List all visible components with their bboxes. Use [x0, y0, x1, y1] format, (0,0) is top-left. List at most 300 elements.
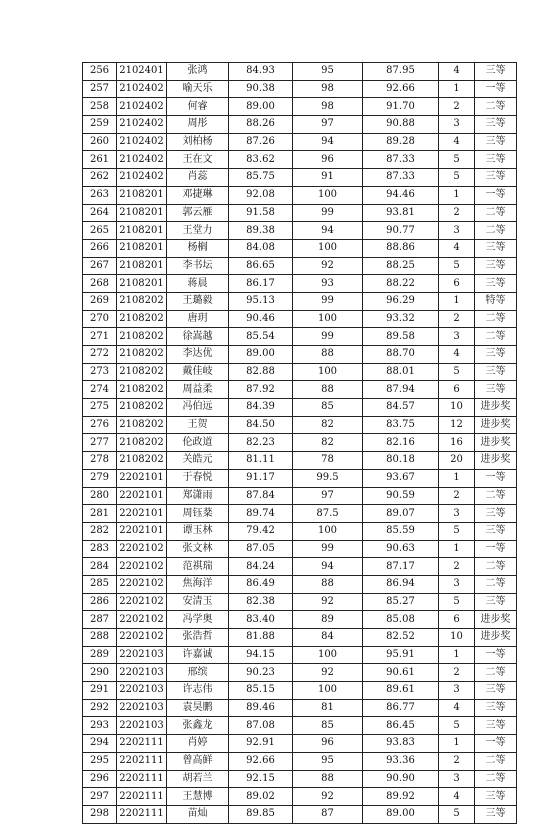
row-number-cell: 260 [83, 133, 117, 151]
student-name-cell: 何睿 [167, 98, 229, 116]
rank-cell: 3 [439, 770, 475, 788]
score-b-cell: 98 [293, 98, 363, 116]
score-b-cell: 100 [293, 682, 363, 700]
score-a-cell: 92.15 [229, 770, 293, 788]
rank-cell: 4 [439, 133, 475, 151]
award-cell: 三等 [475, 522, 517, 540]
class-code-cell: 2108201 [117, 222, 167, 240]
award-cell: 一等 [475, 646, 517, 664]
table-row [83, 717, 517, 735]
table-row [83, 169, 517, 187]
table-row [83, 63, 517, 81]
score-a-cell: 87.26 [229, 133, 293, 151]
row-number-cell: 295 [83, 752, 117, 770]
table-row [83, 275, 517, 293]
award-cell: 三等 [475, 239, 517, 257]
score-a-cell: 92.91 [229, 735, 293, 753]
student-name-cell: 周钰棻 [167, 505, 229, 523]
score-a-cell: 81.11 [229, 452, 293, 470]
award-cell: 三等 [475, 717, 517, 735]
class-code-cell: 2202102 [117, 611, 167, 629]
row-number-cell: 257 [83, 80, 117, 98]
score-b-cell: 87 [293, 805, 363, 823]
row-number-cell: 264 [83, 204, 117, 222]
row-number-cell: 293 [83, 717, 117, 735]
rank-cell: 10 [439, 399, 475, 417]
student-name-cell: 喻天乐 [167, 80, 229, 98]
award-cell: 进步奖 [475, 452, 517, 470]
rank-cell: 5 [439, 151, 475, 169]
student-name-cell: 肖婷 [167, 735, 229, 753]
row-number-cell: 277 [83, 434, 117, 452]
student-name-cell: 王堂力 [167, 222, 229, 240]
rank-cell: 5 [439, 257, 475, 275]
score-b-cell: 78 [293, 452, 363, 470]
table-row [83, 682, 517, 700]
table-row [83, 98, 517, 116]
row-number-cell: 271 [83, 328, 117, 346]
score-a-cell: 95.13 [229, 292, 293, 310]
table-row [83, 770, 517, 788]
total-score-cell: 84.57 [363, 399, 439, 417]
student-name-cell: 王璐毅 [167, 292, 229, 310]
row-number-cell: 288 [83, 629, 117, 647]
total-score-cell: 86.94 [363, 575, 439, 593]
score-b-cell: 84 [293, 629, 363, 647]
student-name-cell: 邓捷琳 [167, 186, 229, 204]
student-name-cell: 杨榈 [167, 239, 229, 257]
award-cell: 三等 [475, 151, 517, 169]
table-row [83, 593, 517, 611]
row-number-cell: 270 [83, 310, 117, 328]
rank-cell: 2 [439, 558, 475, 576]
score-b-cell: 89 [293, 611, 363, 629]
class-code-cell: 2108202 [117, 292, 167, 310]
score-b-cell: 82 [293, 434, 363, 452]
score-b-cell: 87.5 [293, 505, 363, 523]
rank-cell: 5 [439, 593, 475, 611]
row-number-cell: 292 [83, 699, 117, 717]
score-a-cell: 87.92 [229, 381, 293, 399]
student-name-cell: 袁昊鹏 [167, 699, 229, 717]
score-a-cell: 84.93 [229, 63, 293, 81]
score-a-cell: 86.65 [229, 257, 293, 275]
class-code-cell: 2102402 [117, 151, 167, 169]
score-b-cell: 99 [293, 328, 363, 346]
total-score-cell: 90.63 [363, 540, 439, 558]
class-code-cell: 2202103 [117, 717, 167, 735]
score-b-cell: 91 [293, 169, 363, 187]
score-a-cell: 87.05 [229, 540, 293, 558]
row-number-cell: 267 [83, 257, 117, 275]
total-score-cell: 93.32 [363, 310, 439, 328]
rank-cell: 1 [439, 735, 475, 753]
award-cell: 进步奖 [475, 434, 517, 452]
student-name-cell: 周彤 [167, 116, 229, 134]
score-a-cell: 87.08 [229, 717, 293, 735]
score-a-cell: 83.40 [229, 611, 293, 629]
rank-cell: 2 [439, 664, 475, 682]
class-code-cell: 2102402 [117, 116, 167, 134]
class-code-cell: 2202103 [117, 699, 167, 717]
table-row [83, 204, 517, 222]
rank-cell: 4 [439, 239, 475, 257]
row-number-cell: 291 [83, 682, 117, 700]
score-b-cell: 93 [293, 275, 363, 293]
table-row [83, 416, 517, 434]
class-code-cell: 2108202 [117, 399, 167, 417]
student-name-cell: 焦海洋 [167, 575, 229, 593]
score-b-cell: 85 [293, 717, 363, 735]
score-b-cell: 100 [293, 522, 363, 540]
row-number-cell: 261 [83, 151, 117, 169]
total-score-cell: 85.08 [363, 611, 439, 629]
rank-cell: 20 [439, 452, 475, 470]
total-score-cell: 86.45 [363, 717, 439, 735]
table-row [83, 699, 517, 717]
award-cell: 三等 [475, 699, 517, 717]
table-row [83, 328, 517, 346]
class-code-cell: 2108201 [117, 204, 167, 222]
student-name-cell: 王贺 [167, 416, 229, 434]
student-name-cell: 王慧博 [167, 788, 229, 806]
row-number-cell: 266 [83, 239, 117, 257]
rank-cell: 5 [439, 717, 475, 735]
row-number-cell: 279 [83, 469, 117, 487]
table-row [83, 575, 517, 593]
student-name-cell: 许志伟 [167, 682, 229, 700]
score-a-cell: 82.23 [229, 434, 293, 452]
row-number-cell: 286 [83, 593, 117, 611]
score-b-cell: 97 [293, 487, 363, 505]
score-b-cell: 92 [293, 664, 363, 682]
rank-cell: 4 [439, 63, 475, 81]
row-number-cell: 269 [83, 292, 117, 310]
student-name-cell: 蒋晨 [167, 275, 229, 293]
score-b-cell: 85 [293, 399, 363, 417]
row-number-cell: 276 [83, 416, 117, 434]
rank-cell: 10 [439, 629, 475, 647]
class-code-cell: 2108201 [117, 239, 167, 257]
score-b-cell: 96 [293, 151, 363, 169]
table-row [83, 487, 517, 505]
row-number-cell: 262 [83, 169, 117, 187]
rank-cell: 5 [439, 363, 475, 381]
class-code-cell: 2202101 [117, 487, 167, 505]
award-cell: 三等 [475, 116, 517, 134]
award-cell: 二等 [475, 770, 517, 788]
rank-cell: 1 [439, 186, 475, 204]
award-cell: 二等 [475, 204, 517, 222]
score-a-cell: 92.66 [229, 752, 293, 770]
table-row [83, 381, 517, 399]
score-b-cell: 94 [293, 222, 363, 240]
award-cell: 二等 [475, 98, 517, 116]
award-cell: 二等 [475, 558, 517, 576]
award-cell: 三等 [475, 505, 517, 523]
class-code-cell: 2102402 [117, 169, 167, 187]
score-b-cell: 92 [293, 593, 363, 611]
total-score-cell: 90.77 [363, 222, 439, 240]
table-row [83, 310, 517, 328]
student-name-cell: 范祺瑞 [167, 558, 229, 576]
total-score-cell: 87.94 [363, 381, 439, 399]
award-cell: 一等 [475, 186, 517, 204]
class-code-cell: 2202101 [117, 469, 167, 487]
award-cell: 二等 [475, 487, 517, 505]
award-cell: 三等 [475, 593, 517, 611]
rank-cell: 5 [439, 805, 475, 823]
table-row [83, 469, 517, 487]
table-row [83, 133, 517, 151]
award-cell: 三等 [475, 169, 517, 187]
row-number-cell: 294 [83, 735, 117, 753]
score-a-cell: 84.08 [229, 239, 293, 257]
score-b-cell: 96 [293, 735, 363, 753]
award-cell: 三等 [475, 275, 517, 293]
award-cell: 三等 [475, 381, 517, 399]
table-row [83, 363, 517, 381]
table-row [83, 292, 517, 310]
score-a-cell: 91.58 [229, 204, 293, 222]
table-row [83, 558, 517, 576]
row-number-cell: 273 [83, 363, 117, 381]
class-code-cell: 2108201 [117, 257, 167, 275]
score-a-cell: 94.15 [229, 646, 293, 664]
score-a-cell: 89.46 [229, 699, 293, 717]
class-code-cell: 2202103 [117, 664, 167, 682]
rank-cell: 12 [439, 416, 475, 434]
table-row [83, 752, 517, 770]
award-cell: 一等 [475, 735, 517, 753]
score-a-cell: 85.75 [229, 169, 293, 187]
total-score-cell: 89.00 [363, 805, 439, 823]
score-a-cell: 89.00 [229, 346, 293, 364]
score-a-cell: 86.17 [229, 275, 293, 293]
class-code-cell: 2202103 [117, 646, 167, 664]
row-number-cell: 280 [83, 487, 117, 505]
award-cell: 二等 [475, 752, 517, 770]
student-name-cell: 张鸿 [167, 63, 229, 81]
student-name-cell: 胡若兰 [167, 770, 229, 788]
rank-cell: 6 [439, 381, 475, 399]
score-a-cell: 87.84 [229, 487, 293, 505]
total-score-cell: 89.07 [363, 505, 439, 523]
student-name-cell: 张浩哲 [167, 629, 229, 647]
row-number-cell: 285 [83, 575, 117, 593]
award-cell: 三等 [475, 682, 517, 700]
score-a-cell: 91.17 [229, 469, 293, 487]
class-code-cell: 2108202 [117, 452, 167, 470]
total-score-cell: 86.77 [363, 699, 439, 717]
table-row [83, 346, 517, 364]
table-row [83, 788, 517, 806]
class-code-cell: 2102402 [117, 98, 167, 116]
student-name-cell: 伦政道 [167, 434, 229, 452]
row-number-cell: 278 [83, 452, 117, 470]
award-cell: 一等 [475, 540, 517, 558]
total-score-cell: 89.92 [363, 788, 439, 806]
score-a-cell: 89.02 [229, 788, 293, 806]
table-row [83, 239, 517, 257]
score-a-cell: 79.42 [229, 522, 293, 540]
total-score-cell: 87.33 [363, 151, 439, 169]
class-code-cell: 2102402 [117, 133, 167, 151]
score-a-cell: 92.08 [229, 186, 293, 204]
total-score-cell: 90.90 [363, 770, 439, 788]
total-score-cell: 87.95 [363, 63, 439, 81]
award-cell: 特等 [475, 292, 517, 310]
rank-cell: 1 [439, 292, 475, 310]
total-score-cell: 89.61 [363, 682, 439, 700]
class-code-cell: 2202111 [117, 788, 167, 806]
row-number-cell: 272 [83, 346, 117, 364]
rank-cell: 4 [439, 788, 475, 806]
score-b-cell: 88 [293, 346, 363, 364]
class-code-cell: 2202102 [117, 558, 167, 576]
total-score-cell: 89.58 [363, 328, 439, 346]
student-name-cell: 许嘉诚 [167, 646, 229, 664]
rank-cell: 2 [439, 98, 475, 116]
award-cell: 二等 [475, 310, 517, 328]
total-score-cell: 89.28 [363, 133, 439, 151]
student-name-cell: 王在文 [167, 151, 229, 169]
row-number-cell: 268 [83, 275, 117, 293]
total-score-cell: 93.36 [363, 752, 439, 770]
score-a-cell: 89.38 [229, 222, 293, 240]
class-code-cell: 2202111 [117, 770, 167, 788]
class-code-cell: 2108201 [117, 275, 167, 293]
class-code-cell: 2108202 [117, 363, 167, 381]
table-row [83, 257, 517, 275]
student-name-cell: 徐嵩越 [167, 328, 229, 346]
class-code-cell: 2108202 [117, 346, 167, 364]
table-row [83, 505, 517, 523]
score-a-cell: 89.00 [229, 98, 293, 116]
row-number-cell: 296 [83, 770, 117, 788]
score-a-cell: 90.23 [229, 664, 293, 682]
student-name-cell: 戴佳岐 [167, 363, 229, 381]
rank-cell: 4 [439, 346, 475, 364]
table-row [83, 151, 517, 169]
student-name-cell: 关皓元 [167, 452, 229, 470]
total-score-cell: 90.61 [363, 664, 439, 682]
rank-cell: 3 [439, 328, 475, 346]
total-score-cell: 85.27 [363, 593, 439, 611]
score-b-cell: 98 [293, 80, 363, 98]
student-name-cell: 郭云雁 [167, 204, 229, 222]
table-row [83, 805, 517, 823]
total-score-cell: 88.86 [363, 239, 439, 257]
rank-cell: 1 [439, 540, 475, 558]
total-score-cell: 88.01 [363, 363, 439, 381]
table-row [83, 434, 517, 452]
row-number-cell: 297 [83, 788, 117, 806]
row-number-cell: 298 [83, 805, 117, 823]
score-a-cell: 83.62 [229, 151, 293, 169]
score-a-cell: 88.26 [229, 116, 293, 134]
award-cell: 一等 [475, 469, 517, 487]
rank-cell: 2 [439, 752, 475, 770]
row-number-cell: 259 [83, 116, 117, 134]
award-cell: 进步奖 [475, 416, 517, 434]
rank-cell: 1 [439, 646, 475, 664]
score-b-cell: 94 [293, 558, 363, 576]
class-code-cell: 2108202 [117, 328, 167, 346]
total-score-cell: 91.70 [363, 98, 439, 116]
student-name-cell: 李书坛 [167, 257, 229, 275]
table-row [83, 222, 517, 240]
score-b-cell: 92 [293, 257, 363, 275]
row-number-cell: 284 [83, 558, 117, 576]
student-name-cell: 冯学奥 [167, 611, 229, 629]
table-row [83, 735, 517, 753]
class-code-cell: 2202102 [117, 540, 167, 558]
rank-cell: 16 [439, 434, 475, 452]
table-row [83, 646, 517, 664]
total-score-cell: 93.67 [363, 469, 439, 487]
score-a-cell: 86.49 [229, 575, 293, 593]
award-cell: 二等 [475, 575, 517, 593]
award-cell: 三等 [475, 257, 517, 275]
total-score-cell: 90.59 [363, 487, 439, 505]
class-code-cell: 2202101 [117, 522, 167, 540]
class-code-cell: 2202111 [117, 752, 167, 770]
award-cell: 三等 [475, 346, 517, 364]
table-row [83, 629, 517, 647]
score-b-cell: 100 [293, 186, 363, 204]
table-row [83, 664, 517, 682]
row-number-cell: 263 [83, 186, 117, 204]
class-code-cell: 2108202 [117, 434, 167, 452]
score-a-cell: 82.88 [229, 363, 293, 381]
student-name-cell: 谭玉林 [167, 522, 229, 540]
score-a-cell: 89.74 [229, 505, 293, 523]
total-score-cell: 83.75 [363, 416, 439, 434]
award-cell: 一等 [475, 80, 517, 98]
rank-cell: 6 [439, 275, 475, 293]
score-b-cell: 99 [293, 540, 363, 558]
row-number-cell: 275 [83, 399, 117, 417]
rank-cell: 1 [439, 80, 475, 98]
student-name-cell: 张文林 [167, 540, 229, 558]
rank-cell: 3 [439, 682, 475, 700]
table-row [83, 399, 517, 417]
row-number-cell: 258 [83, 98, 117, 116]
score-b-cell: 97 [293, 116, 363, 134]
score-a-cell: 85.54 [229, 328, 293, 346]
score-b-cell: 81 [293, 699, 363, 717]
class-code-cell: 2202102 [117, 593, 167, 611]
rank-cell: 1 [439, 469, 475, 487]
results-table [82, 62, 517, 824]
student-name-cell: 冯伯远 [167, 399, 229, 417]
award-cell: 进步奖 [475, 629, 517, 647]
row-number-cell: 274 [83, 381, 117, 399]
award-cell: 二等 [475, 328, 517, 346]
table-row [83, 452, 517, 470]
award-cell: 三等 [475, 805, 517, 823]
row-number-cell: 290 [83, 664, 117, 682]
score-b-cell: 92 [293, 788, 363, 806]
student-name-cell: 郑潇雨 [167, 487, 229, 505]
class-code-cell: 2202102 [117, 629, 167, 647]
table-row [83, 80, 517, 98]
total-score-cell: 88.25 [363, 257, 439, 275]
total-score-cell: 87.17 [363, 558, 439, 576]
award-cell: 进步奖 [475, 399, 517, 417]
results-table-body [83, 63, 517, 824]
